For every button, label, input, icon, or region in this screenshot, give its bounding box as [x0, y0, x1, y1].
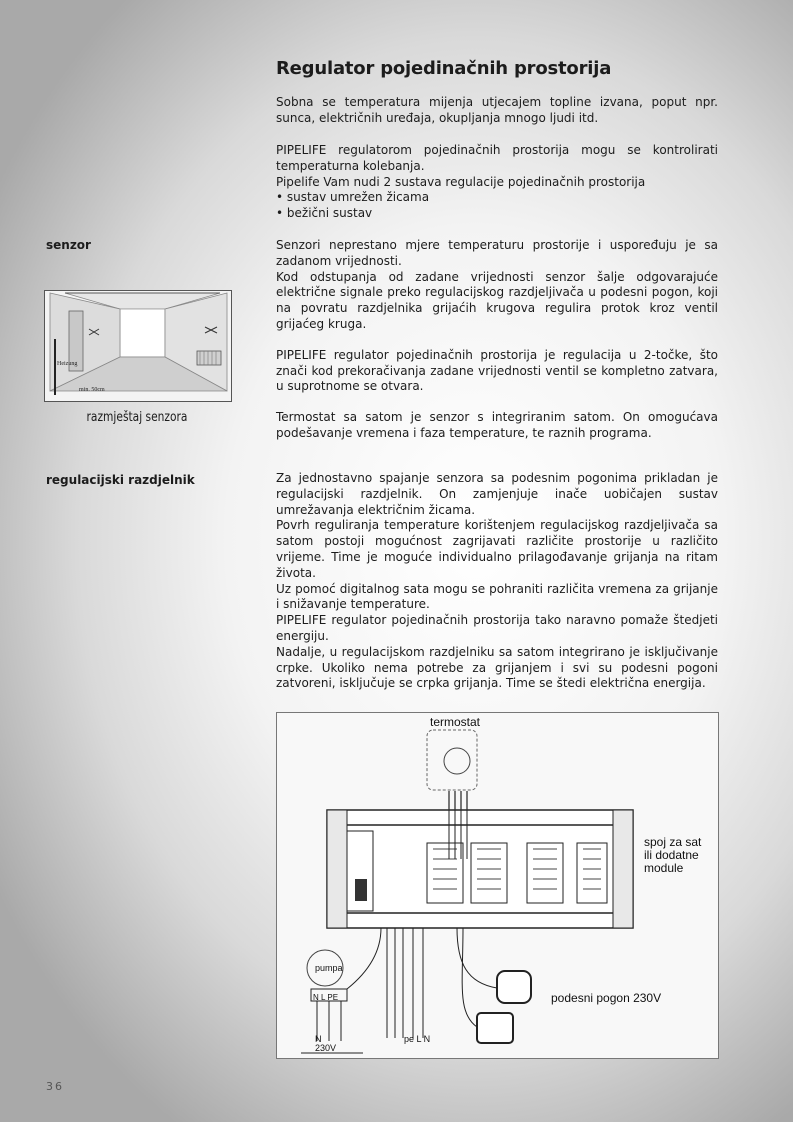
page-title: Regulator pojedinačnih prostorija: [276, 58, 612, 79]
systems-block: [276, 143, 718, 222]
clock-label-line-3: module: [644, 861, 684, 875]
list-item: • bežični sustav: [276, 206, 718, 222]
wiring-schematic: [277, 713, 718, 1058]
distributor-paragraph-5: Nadalje, u regulacijskom razdjelniku sa satom integrirano je isključivanje crpke. Ukoliko nema potrebe za grijanjem i svi su podesni pogoni zatvoreni, isključuje se crpka grijanja. Time se štedi električna energija.: [276, 644, 718, 691]
page-number: 36: [46, 1080, 64, 1093]
list-item: • sustav umrežen žicama: [276, 190, 718, 206]
clock-connection-label: [644, 836, 701, 875]
thermostat-paragraph: Termostat sa satom je senzor s integriranim satom. On omogućava podešavanje vremena i faza temperature, te raznih programa.: [276, 410, 718, 440]
sensor-paragraph-3: PIPELIFE regulator pojedinačnih prostorija je regulacija u 2-točke, što znači kod prekoračivanja zadane vrijednosti ventil se kompletno zatvara, u suprotnome se otvara.: [276, 347, 718, 394]
clock-label-line-1: spoj za sat: [644, 835, 702, 849]
distributor-block: [276, 471, 718, 692]
systems-line-1: PIPELIFE regulatorom pojedinačnih prostorija mogu se kontrolirati temperaturna kolebanja.: [276, 143, 718, 173]
supply-voltage-label: 230V: [315, 1043, 337, 1053]
pump-label: pumpa: [315, 963, 343, 973]
thermostat-label: termostat: [430, 715, 481, 729]
distributor-paragraph-3: Uz pomoć digitalnog sata mogu se pohraniti različita vremena za grijanje i snižavanje temperature.: [276, 581, 718, 612]
room-perspective-drawing: [45, 291, 231, 401]
illustration-caption: razmještaj senzora: [86, 410, 188, 425]
distance-label: min. 50cm: [79, 387, 105, 393]
wiring-diagram: [276, 712, 719, 1059]
pe-l-n-label: pe L N: [404, 1034, 431, 1044]
sensor-heading: senzor: [46, 238, 91, 252]
pump-terminals-label: N L PE: [313, 993, 339, 1002]
sensor-block: [276, 238, 718, 395]
sensor-paragraph-1: Senzori neprestano mjere temperaturu prostorije i uspoređuju je sa zadanom vrijednosti.: [276, 238, 718, 268]
supply-n-label: N: [315, 1034, 322, 1044]
distributor-paragraph-1: Za jednostavno spajanje senzora sa podesnim pogonima prikladan je regulacijski razdjelnik. On zamjenjuje inače uobičajen sustav umrežavanja električnim žicama.: [276, 471, 718, 517]
distributor-heading: regulacijski razdjelnik: [46, 473, 195, 487]
distributor-paragraph-4: PIPELIFE regulator pojedinačnih prostorija tako naravno pomaže štedjeti energiju.: [276, 613, 718, 643]
distributor-paragraph-2: Povrh reguliranja temperature korištenjem regulacijskog razdjeljivača sa satom postoji mogućnost zagrijavati različite prostorije u različito vrijeme. Time je moguće individualno prilagođavanje grijanja na ritam života.: [276, 518, 718, 580]
actuator-label: podesni pogon 230V: [551, 991, 662, 1005]
heating-label: Heizung: [57, 361, 78, 367]
intro-paragraph: Sobna se temperatura mijenja utjecajem topline izvana, poput npr. sunca, električnih uređaja, okupljanja mnogo ljudi itd.: [276, 95, 718, 125]
clock-label-line-2: ili dodatne: [644, 848, 699, 862]
sensor-placement-illustration: [44, 290, 232, 402]
systems-line-2: Pipelife Vam nudi 2 sustava regulacije pojedinačnih prostorija: [276, 174, 646, 189]
sensor-paragraph-2: Kod odstupanja od zadane vrijednosti senzor šalje odgovarajuće električne signale preko regulacijskog razdjeljivača u podesni pogon, koji na povratu razdjelnika grijaćih krugova regulira protok kroz ventil grijaćeg kruga.: [276, 269, 718, 331]
